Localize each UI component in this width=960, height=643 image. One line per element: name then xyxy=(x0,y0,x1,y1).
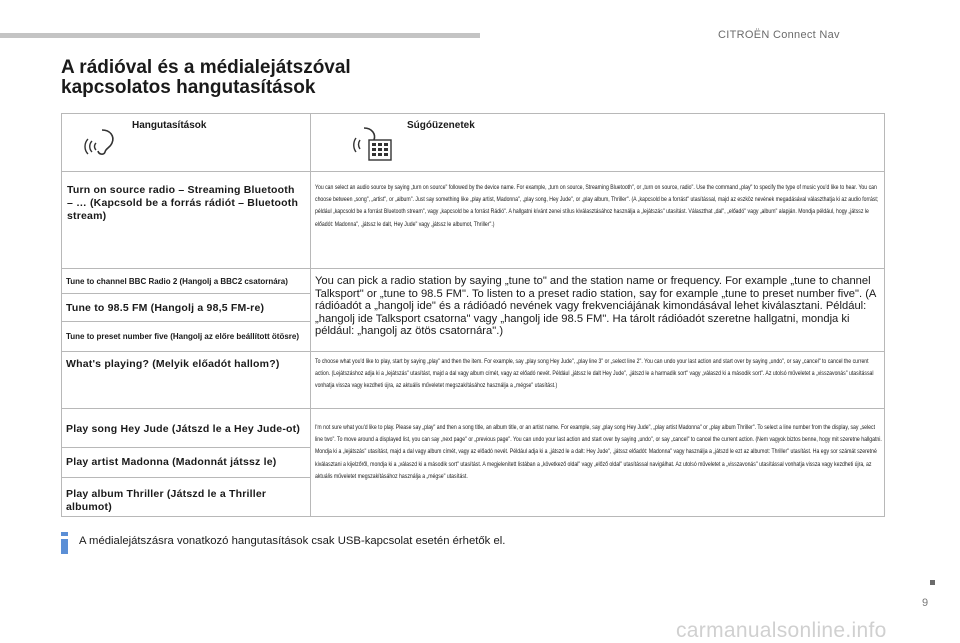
top-rule xyxy=(0,33,480,38)
info-note xyxy=(61,528,885,558)
command-play-artist: Play artist Madonna (Madonnát játssz le) xyxy=(66,456,277,468)
row-divider xyxy=(62,351,884,352)
command-source-radio: Turn on source radio – Streaming Bluetooth – … (Kapcsold be a forrás rádiót – Bluetooth stream) xyxy=(67,184,299,222)
voice-commands-table xyxy=(61,113,885,517)
command-tune-preset: Tune to preset number five (Hangolj az előre beállított ötösre) xyxy=(66,331,299,341)
info-note-text: A médialejátszásra vonatkozó hangutasítások csak USB-kapcsolat esetén érhetők el. xyxy=(79,535,506,547)
header-brand: CITROËN Connect Nav xyxy=(718,29,840,41)
page-marker xyxy=(930,580,935,585)
row-divider xyxy=(62,268,884,269)
header-tips: Súgóüzenetek xyxy=(407,120,475,131)
row-divider xyxy=(62,171,884,172)
voice-command-icon xyxy=(82,124,118,158)
tip-not-sure: I'm not sure what you'd like to play. Please say „play" and then a song title, an album title, or an artist name. For example, say „play song Hey Jude", „play artist Madonna" or „play album Thriller". To select a line number from the display, say „select line two". To move around a displayed list, you can say „next page" or „previous page". You can undo your last action and start over by saying „undo", or say „cancel" to cancel the current action. (Nem vagyok biztos benne, hogy mit szeretne hallgatni. Mondja ki a „lejátszás" utasítást, majd a dal vagy album címét, vagy az előadó nevét. Például adja ki a „játszd le a dalt: Hey Jude", „játssz előadót: Madonna" vagy használja a „játszd le ezt az albumot: Thriller" utasítást. Ha egy sor számát szeretné kiválasztani a kijelzőről, mondja ki a „válaszd ki a második sort" utasítást. A megjelenített listában a „következő oldal" vagy „előző oldal" utasítással navigálhat. Az utolsó műveletet a „visszavonás" utasítással vonhatja vissza vagy kezdheti újra, az aktuális műveletet megszakításához használja a „mégse" utasítást. xyxy=(315,424,882,480)
page-number: 9 xyxy=(922,597,929,609)
row-divider xyxy=(62,321,310,322)
tip-choose-play: To choose what you'd like to play, start by saying „play" and then the item. For example, say „play song Hey Jude", „play line 3" or „select line 2". You can undo your last action and start over by saying „undo", or say „cancel" to cancel the current action. (Lejátszáshoz adja ki a „lejátszás" utasítást, majd a dal vagy album címét, vagy az előadó nevét. Például „játssz le dalt Hey Jude", „játszd le a harmadik sort" vagy „válaszd ki a második sort". Az utolsó műveletet a „visszavonás" utasítással vonhatja vissza vagy kezdheti újra, az aktuális műveletet megszakításához használja a „mégse" utasítást.) xyxy=(315,358,874,390)
tip-source-selection: You can select an audio source by saying „turn on source" followed by the device name. For example, „turn on source, Streaming Bluetooth", or „turn on source, radio". Use the command „play" to specify the type of music you'd like to hear. You can choose between „song", „artist", or „album". Just say something like „play artist, Madonna", „play song, Hey Jude", or „play album, Thriller". (A „kapcsold be a forrást" utasítással, majd az eszköz nevének megadásával választhatja ki az audio forrást; például „kapcsold be a forrást Bluetooth stream", vagy „kapcsold be a forrást Rádió". A hallgatni kívánt zenei stílus kiválasztásához használja a „lejátszás" utasítást. Választhat „dal", „előadó" vagy „album" alapján. Mondja például, hogy „játssz le előadót: Madonna", „játssz le dalt, Hey Jude" vagy „játssz le albumot, Thriller".) xyxy=(315,184,879,228)
title-line-1: A rádióval és a médialejátszóval xyxy=(61,57,351,78)
row-divider xyxy=(62,477,310,478)
title-line-2: kapcsolatos hangutasítások xyxy=(61,77,316,98)
header-commands: Hangutasítások xyxy=(132,120,207,131)
row-divider xyxy=(62,447,310,448)
command-whats-playing: What's playing? (Melyik előadót hallom?) xyxy=(66,358,280,370)
tip-radio-station: You can pick a radio station by saying „tune to" and the station name or frequency. For example „tune to channel Talksport" or „tune to 98.5 FM". To listen to a preset radio station, say for example „tune to preset number five". (A rádióadót a „hangolj ide" és a rádióadó nevének vagy frekvenciájának kimondásával lehet kiválasztani. Például: „hangolj ide Talksport csatorna" vagy „hangolj ide 98.5 FM". Ha tárolt rádióadót szeretne hallgatni, mondja ki például: „hangolj az ötös csatornára".) xyxy=(315,275,876,338)
voice-help-keypad-icon xyxy=(352,122,396,164)
command-play-album: Play album Thriller (Játszd le a Thriller albumot) xyxy=(66,488,267,513)
command-tune-frequency: Tune to 98.5 FM (Hangolj a 98,5 FM-re) xyxy=(66,302,265,314)
column-divider xyxy=(310,114,311,516)
row-divider xyxy=(62,408,884,409)
command-play-song: Play song Hey Jude (Játszd le a Hey Jude-ot) xyxy=(66,423,301,435)
command-tune-bbc: Tune to channel BBC Radio 2 (Hangolj a BBC2 csatornára) xyxy=(66,276,288,286)
row-divider xyxy=(62,293,310,294)
info-icon xyxy=(61,532,68,554)
watermark: carmanualsonline.info xyxy=(676,619,887,642)
page-title xyxy=(61,58,351,98)
